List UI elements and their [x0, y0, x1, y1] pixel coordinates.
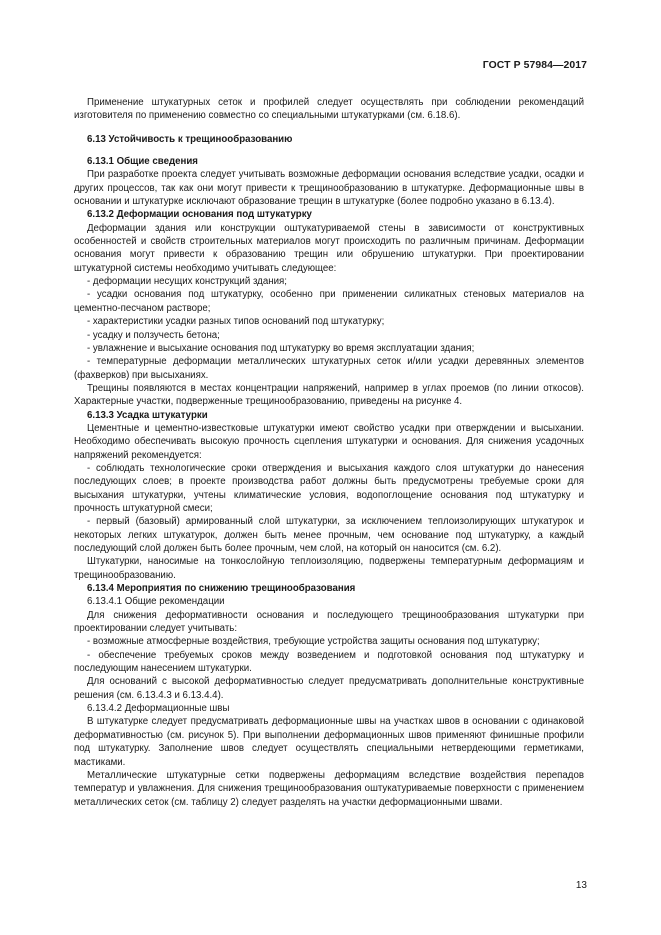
- list-item: - соблюдать технологические сроки отверждения и высыхания каждого слоя штукатурки до нанесения последующих слоев; в проекте производства работ должны быть предусмотрены требуемые сроки для высыхания штукатурки, учтены климатические условия, водопоглощение основания под штукатурку и прочность штукатурной смеси;: [74, 462, 584, 514]
- page-number: 13: [575, 880, 587, 891]
- paragraph: Применение штукатурных сеток и профилей следует осуществлять при соблюдении рекомендаций изготовителя по применению совместно со специальными штукатурками (см. 6.18.6).: [74, 97, 584, 122]
- subsection-heading: 6.13.4 Мероприятия по снижению трещинообразования: [87, 583, 356, 595]
- section-heading: 6.13 Устойчивость к трещинообразованию: [87, 133, 293, 145]
- subsection-heading: 6.13.3 Усадка штукатурки: [87, 409, 208, 421]
- list-item: - увлажнение и высыхание основания под штукатурку во время эксплуатации здания;: [87, 342, 475, 354]
- paragraph: При разработке проекта следует учитывать возможные деформации основания вследствие усадки, осадки и других процессов, так как они могут привести к трещинообразованию в штукатурке. Деформационные швы в основании и штукатурке исключают образование трещин в штукатурке (более подробно указано в 6.13.4).: [74, 169, 584, 208]
- paragraph: Металлические штукатурные сетки подвержены деформациям вследствие воздействия перепадов температур и увлажнения. Для снижения трещинообразования оштукатуриваемые поверхности с применением металлических сеток (см. таблицу 2) следует разделять на участки деформационными швами.: [74, 769, 584, 808]
- list-item: - деформации несущих конструкций здания;: [87, 276, 287, 288]
- subsection-heading: 6.13.2 Деформации основания под штукатурку: [87, 209, 312, 221]
- paragraph: Трещины появляются в местах концентрации напряжений, например в углах проемов (по линии откосов). Характерные участки, подверженные трещинообразованию, приведены на рисунке 4.: [74, 382, 584, 408]
- paragraph: Штукатурки, наносимые на тонкослойную теплоизоляцию, подвержены температурным деформациям и трещинообразованию.: [74, 556, 584, 581]
- paragraph: Для снижения деформативности основания и последующего трещинообразования штукатурки при проектировании следует учитывать:: [74, 609, 584, 635]
- clause-heading: 6.13.4.2 Деформационные швы: [87, 703, 230, 715]
- paragraph: В штукатурке следует предусматривать деформационные швы на участках швов в основании с одинаковой деформативностью (см. рисунок 5). При выполнении деформационных швов применяют финишные профили под штукатурку. Заполнение швов следует осуществлять специальными нетвердеющими герметиками, мастиками.: [74, 716, 584, 768]
- list-item: - усадку и ползучесть бетона;: [87, 329, 220, 341]
- document-header: ГОСТ Р 57984—2017: [482, 60, 587, 71]
- list-item: - обеспечение требуемых сроков между возведением и подготовкой основания под штукатурку и последующим нанесением штукатурки.: [74, 649, 584, 675]
- document-body: [74, 96, 584, 809]
- list-item: - температурные деформации металлических штукатурных сеток и/или усадки деревянных элементов (фахверков) при высыханиях.: [74, 356, 584, 381]
- clause-heading: 6.13.4.1 Общие рекомендации: [87, 596, 225, 608]
- list-item: - возможные атмосферные воздействия, требующие устройства защиты основания под штукатурку;: [87, 636, 540, 648]
- list-item: - первый (базовый) армированный слой штукатурки, за исключением теплоизолирующих штукатурок и некоторых легких штукатурок, должен быть менее прочным, чем основание под штукатурку, а каждый последующий слой должен быть более прочным, чем слой, на который он наносится (см. 6.2).: [74, 516, 584, 554]
- paragraph: Деформации здания или конструкции оштукатуриваемой стены в зависимости от конструктивных особенностей и свойств строительных материалов могут происходить по различным причинам. Деформации основания могут привести к образованию трещин или обрушению штукатурки. При проектировании штукатурной системы необходимо учитывать следующее:: [74, 222, 584, 274]
- list-item: - усадки основания под штукатурку, особенно при применении силикатных стеновых материалов на цементно-песчаном растворе;: [74, 289, 584, 314]
- paragraph: Цементные и цементно-известковые штукатурки имеют свойство усадки при отверждении и высыхании. Необходимо обеспечивать высокую прочность сцепления штукатурки и основания. Для снижения усадочных напряжений рекомендуется:: [74, 422, 584, 461]
- paragraph: Для оснований с высокой деформативностью следует предусматривать дополнительные конструктивные решения (см. 6.13.4.3 и 6.13.4.4).: [74, 676, 584, 701]
- subsection-heading: 6.13.1 Общие сведения: [87, 156, 198, 168]
- list-item: - характеристики усадки разных типов оснований под штукатурку;: [87, 316, 385, 328]
